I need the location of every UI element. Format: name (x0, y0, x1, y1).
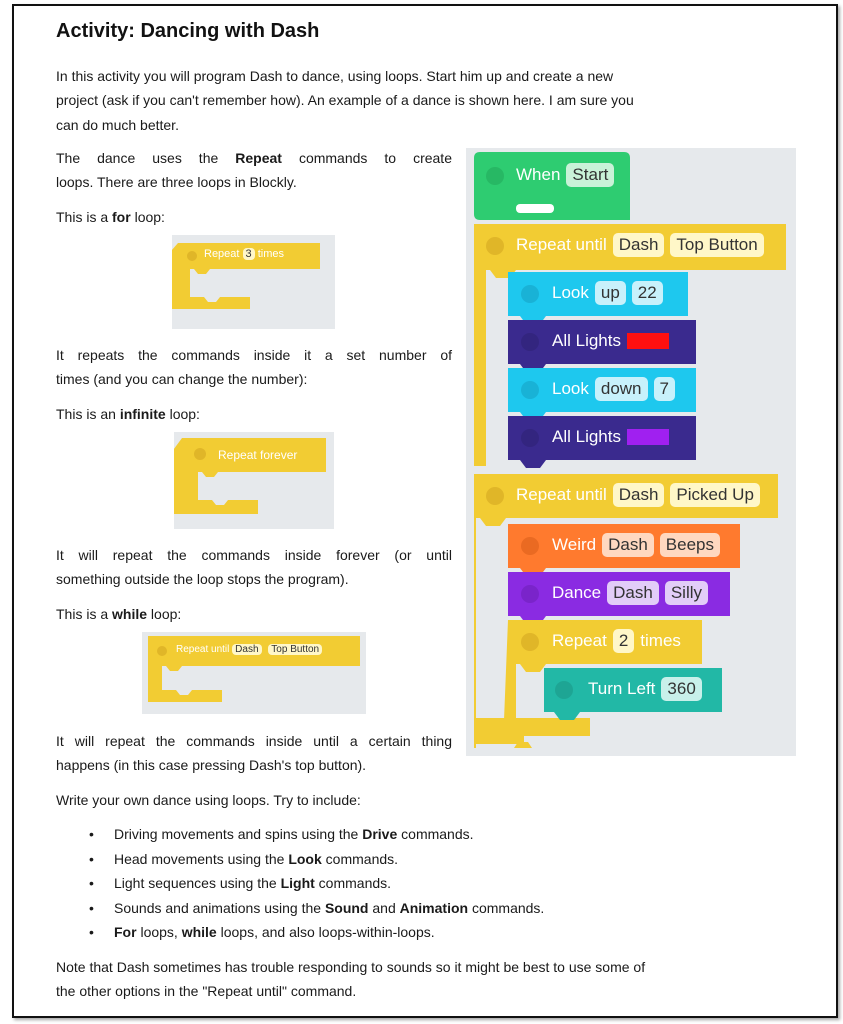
note-line-2: the other options in the "Repeat until" command. (56, 983, 357, 999)
page-title: Activity: Dancing with Dash (56, 20, 320, 42)
look-up-block: Look up 22 (552, 278, 663, 308)
for-loop-desc-line-1: It repeats the commands inside it a set number of (56, 347, 452, 363)
intro-line-3: can do much better. (56, 117, 179, 133)
repeat-2-times-block: Repeat 2 times (552, 626, 681, 656)
infinite-loop-block-image (174, 432, 334, 529)
for-loop-block-text: Repeat 3 times (204, 248, 285, 260)
list-item: • Sounds and animations using the Sound and Animation commands. (90, 896, 544, 921)
count-field: 2 (613, 629, 634, 653)
infinite-loop-desc-line-2: something outside the loop stops the program). (56, 571, 349, 587)
for-loop-desc-line-2: times (and you can change the number): (56, 371, 308, 387)
repeat-until-picked-up-block: Repeat until Dash Picked Up (516, 480, 760, 510)
repeat-intro-line-2: loops. There are three loops in Blockly. (56, 174, 297, 190)
list-item: • For loops, while loops, and also loops-within-loops. (90, 920, 544, 945)
infinite-loop-label: This is an infinite loop: (56, 406, 200, 422)
while-loop-block-text: Repeat until Dash Top Button (176, 644, 322, 655)
list-item: • Light sequences using the Light commands. (90, 871, 544, 896)
dance-silly-block: Dance Dash Silly (552, 578, 708, 608)
purple-color-swatch (627, 429, 669, 445)
repeat-until-top-button-block: Repeat until Dash Top Button (516, 230, 764, 260)
sound-field: Beeps (660, 533, 720, 557)
event-field: Top Button (670, 233, 763, 257)
while-loop-block-image (142, 632, 366, 714)
weird-beeps-block: Weird Dash Beeps (552, 530, 720, 560)
intro-line-1: In this activity you will program Dash to dance, using loops. Start him up and create a new (56, 68, 614, 84)
for-loop-count-field: 3 (243, 248, 255, 260)
direction-field: down (595, 377, 648, 401)
list-item: • Driving movements and spins using the Drive commands. (90, 822, 544, 847)
look-down-block: Look down 7 (552, 374, 675, 404)
robot-field: Dash (607, 581, 659, 605)
animation-field: Silly (665, 581, 708, 605)
degrees-field: 360 (661, 677, 701, 701)
requirements-list (90, 822, 544, 945)
angle-field: 7 (654, 377, 675, 401)
instructions: Write your own dance using loops. Try to include: (56, 792, 361, 808)
list-item: • Head movements using the Look commands. (90, 847, 544, 872)
red-color-swatch (627, 333, 669, 349)
when-start-block: When Start (516, 160, 614, 190)
turn-left-block: Turn Left 360 (588, 674, 702, 704)
while-loop-desc-line-1: It will repeat the commands inside until a certain thing (56, 733, 452, 749)
all-lights-purple-block: All Lights (552, 422, 669, 452)
infinite-loop-desc-line-1: It will repeat the commands inside forever (or until (56, 547, 452, 563)
note-line-1: Note that Dash sometimes has trouble responding to sounds so it might be best to use some of (56, 959, 646, 975)
for-loop-block-image (172, 235, 335, 329)
intro-line-2: project (ask if you can't remember how). An example of a dance is shown here. I am sure you (56, 92, 634, 108)
robot-field: Dash (613, 483, 665, 507)
direction-field: up (595, 281, 626, 305)
start-field: Start (566, 163, 614, 187)
robot-field: Dash (602, 533, 654, 557)
for-loop-label: This is a for loop: (56, 209, 165, 225)
infinite-loop-block-shape (174, 432, 334, 529)
angle-field: 22 (632, 281, 663, 305)
repeat-intro-line-1: The dance uses the Repeat commands to create (56, 150, 452, 166)
while-loop-robot-field: Dash (232, 644, 261, 655)
event-field: Picked Up (670, 483, 759, 507)
while-loop-desc-line-2: happens (in this case pressing Dash's top button). (56, 757, 367, 773)
while-loop-event-field: Top Button (268, 644, 322, 655)
all-lights-red-block: All Lights (552, 326, 669, 356)
dance-program-image (466, 148, 796, 756)
robot-field: Dash (613, 233, 665, 257)
infinite-loop-block-text: Repeat forever (218, 448, 298, 462)
while-loop-label: This is a while loop: (56, 606, 182, 622)
